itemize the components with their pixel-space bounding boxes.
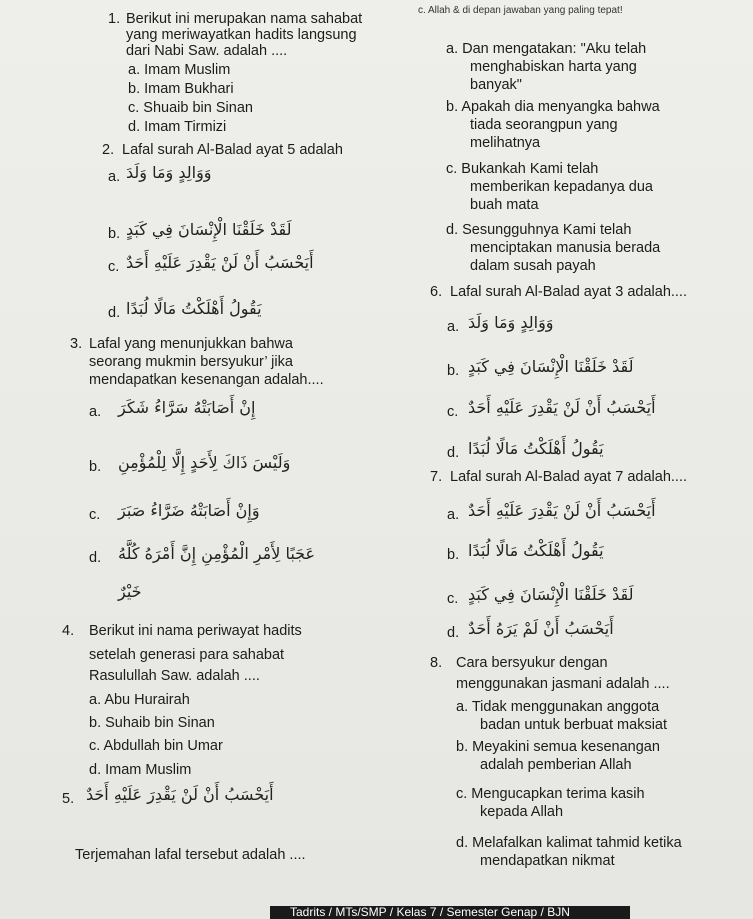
q3-option-c-arabic: وَإِنْ أَصَابَتْهُ ضَرَّاءُ صَبَرَ	[118, 501, 260, 520]
q1-option-b: b. Imam Bukhari	[128, 81, 234, 97]
q2-option-c-arabic: أَيَحْسَبُ أَنْ لَنْ يَقْدِرَ عَلَيْهِ أَحَدٌ	[126, 253, 314, 272]
q2-option-a-label: a.	[108, 169, 121, 185]
q4-option-d: d. Imam Muslim	[89, 762, 192, 778]
q6-option-c-label: c.	[447, 404, 459, 420]
q4-stem-line1: Berikut ini nama periwayat hadits	[89, 623, 302, 639]
q5-option-a-line2: menghabiskan harta yang	[470, 59, 637, 75]
q3-option-b-label: b.	[89, 459, 102, 475]
q2-option-d-arabic: يَقُولُ أَهْلَكْتُ مَالًا لُبَدًا	[126, 299, 262, 318]
q7-option-d-arabic: أَيَحْسَبُ أَنْ لَمْ يَرَهُ أَحَدٌ	[468, 619, 614, 638]
q3-option-d-arabic-cont: خَيْرٌ	[118, 582, 142, 601]
q7-number: 7.	[430, 469, 443, 485]
q6-number: 6.	[430, 284, 443, 300]
q6-option-d-label: d.	[447, 445, 460, 461]
q8-option-b-line1: b. Meyakini semua kesenangan	[456, 739, 660, 755]
q4-number: 4.	[62, 623, 75, 639]
q1-option-d: d. Imam Tirmizi	[128, 119, 227, 135]
q8-option-a-line1: a. Tidak menggunakan anggota	[456, 699, 660, 715]
q3-option-b-arabic: وَلَيْسَ ذَاكَ لِأَحَدٍ إِلَّا لِلْمُؤْمِنِ	[118, 453, 291, 472]
q4-option-b: b. Suhaib bin Sinan	[89, 715, 215, 731]
q5-option-c-line2: memberikan kepadanya dua	[470, 179, 653, 195]
q2-option-d-label: d.	[108, 305, 121, 321]
q1-number: 1.	[108, 11, 121, 27]
q3-stem-line3: mendapatkan kesenangan adalah....	[89, 372, 324, 388]
q6-stem: Lafal surah Al-Balad ayat 3 adalah....	[450, 284, 687, 300]
q5-option-d-line3: dalam susah payah	[470, 258, 596, 274]
q8-option-b-line2: adalah pemberian Allah	[480, 757, 632, 773]
q7-option-a-label: a.	[447, 507, 460, 523]
q2-option-c-label: c.	[108, 259, 120, 275]
q4-option-a: a. Abu Hurairah	[89, 692, 190, 708]
q5-option-b-line2: tiada seorangpun yang	[470, 117, 618, 133]
q3-option-a-label: a.	[89, 404, 102, 420]
q3-stem-line2: seorang mukmin bersyukur’ jika	[89, 354, 293, 370]
q5-option-d-line2: menciptakan manusia berada	[470, 240, 661, 256]
q7-stem: Lafal surah Al-Balad ayat 7 adalah....	[450, 469, 687, 485]
q3-option-d-label: d.	[89, 550, 102, 566]
q1-option-a: a. Imam Muslim	[128, 62, 231, 78]
q5-option-b-line3: melihatnya	[470, 135, 541, 151]
q4-stem-line2: setelah generasi para sahabat	[89, 647, 285, 663]
q8-stem-line2: menggunakan jasmani adalah ....	[456, 676, 670, 692]
q6-option-b-arabic: لَقَدْ خَلَقْنَا الْإِنْسَانَ فِي كَبَدٍ	[468, 357, 634, 376]
q5-option-a-line3: banyak"	[470, 77, 522, 93]
footer-text: Tadrits / MTs/SMP / Kelas 7 / Semester Genap / BJN	[290, 906, 570, 919]
header-text: c. Allah & di depan jawaban yang paling tepat!	[418, 5, 623, 16]
page-footer	[0, 906, 753, 919]
q5-number: 5.	[62, 791, 75, 807]
q6-option-b-label: b.	[447, 363, 460, 379]
q5-stem: Terjemahan lafal tersebut adalah ....	[75, 847, 306, 863]
q2-option-a-arabic: وَوَالِدٍ وَمَا وَلَدَ	[126, 163, 212, 182]
q8-stem-line1: Cara bersyukur dengan	[456, 655, 608, 671]
q3-option-d-arabic: عَجَبًا لِأَمْرِ الْمُؤْمِنِ إِنَّ أَمْرَهُ كُلَّهُ	[118, 544, 316, 563]
q2-option-b-label: b.	[108, 226, 121, 242]
q8-option-a-line2: badan untuk berbuat maksiat	[480, 717, 668, 733]
q8-option-c-line1: c. Mengucapkan terima kasih	[456, 786, 645, 802]
q5-option-c-line1: c. Bukankah Kami telah	[446, 161, 599, 177]
q7-option-b-arabic: يَقُولُ أَهْلَكْتُ مَالًا لُبَدًا	[468, 541, 604, 560]
q6-option-a-arabic: وَوَالِدٍ وَمَا وَلَدَ	[468, 313, 554, 332]
q5-option-a-line1: a. Dan mengatakan: "Aku telah	[446, 41, 647, 57]
q3-stem-line1: Lafal yang menunjukkan bahwa	[89, 336, 293, 352]
q1-option-c: c. Shuaib bin Sinan	[128, 100, 253, 116]
q2-number: 2.	[102, 142, 115, 158]
q7-option-d-label: d.	[447, 625, 460, 641]
q6-option-c-arabic: أَيَحْسَبُ أَنْ لَنْ يَقْدِرَ عَلَيْهِ أَحَدٌ	[468, 398, 656, 417]
q4-stem-line3: Rasulullah Saw. adalah ....	[89, 668, 260, 684]
q7-option-a-arabic: أَيَحْسَبُ أَنْ لَنْ يَقْدِرَ عَلَيْهِ أَحَدٌ	[468, 501, 656, 520]
q3-option-c-label: c.	[89, 507, 101, 523]
q8-option-c-line2: kepada Allah	[480, 804, 564, 820]
q6-option-a-label: a.	[447, 319, 460, 335]
q4-option-c: c. Abdullah bin Umar	[89, 738, 223, 754]
q8-option-d-line2: mendapatkan nikmat	[480, 853, 615, 869]
q5-option-b-line1: b. Apakah dia menyangka bahwa	[446, 99, 660, 115]
q3-number: 3.	[70, 336, 83, 352]
q1-stem-line2: yang meriwayatkan hadits langsung	[126, 27, 357, 43]
q2-option-b-arabic: لَقَدْ خَلَقْنَا الْإِنْسَانَ فِي كَبَدٍ	[126, 220, 292, 239]
q7-option-c-label: c.	[447, 591, 459, 607]
q7-option-b-label: b.	[447, 547, 460, 563]
q1-stem-line3: dari Nabi Saw. adalah ....	[126, 43, 288, 59]
q6-option-d-arabic: يَقُولُ أَهْلَكْتُ مَالًا لُبَدًا	[468, 439, 604, 458]
q5-option-c-line3: buah mata	[470, 197, 539, 213]
q5-option-d-line1: d. Sesungguhnya Kami telah	[446, 222, 632, 238]
q3-option-a-arabic: إِنْ أَصَابَتْهُ سَرَّاءُ شَكَرَ	[118, 398, 256, 417]
q2-stem: Lafal surah Al-Balad ayat 5 adalah	[122, 142, 343, 158]
q5-arabic: أَيَحْسَبُ أَنْ لَنْ يَقْدِرَ عَلَيْهِ أَحَدٌ	[86, 785, 274, 804]
q1-stem-line1: Berikut ini merupakan nama sahabat	[126, 11, 363, 27]
q8-option-d-line1: d. Melafalkan kalimat tahmid ketika	[456, 835, 682, 851]
q8-number: 8.	[430, 655, 443, 671]
q7-option-c-arabic: لَقَدْ خَلَقْنَا الْإِنْسَانَ فِي كَبَدٍ	[468, 585, 634, 604]
